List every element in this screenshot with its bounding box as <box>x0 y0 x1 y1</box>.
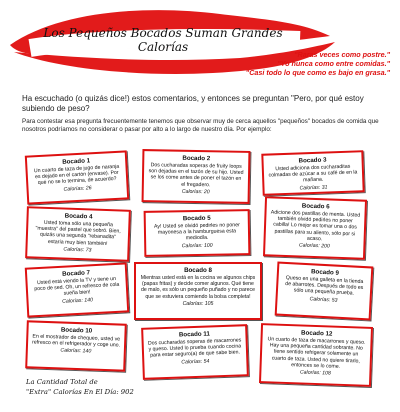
card-calories: Calorías: 108 <box>299 369 331 377</box>
total-line-1: La Cantidad Total de <box>26 378 98 386</box>
card-body: Un cuarto de taza de jugo de naranja es dejado en el cartón (envase). Por qué no se lo termina, de acuerdo? <box>33 163 120 187</box>
card-body: Ay! Usted se olvidó pedirles no poner mayonesa a la hamburguesa esta mediodía. <box>153 222 240 242</box>
quote-1: "Raras veces como postre." <box>294 50 390 59</box>
total-line-2: "Extra" Calorías En El Día: 902 <box>26 388 134 396</box>
card-title: Bocado 2 <box>182 154 211 163</box>
card-body: Usted toma sólo una pequeña "muestra" del pastel que sobró. Bien, quizás una segunda "rebanadita" estaría muy bien también! <box>35 219 121 247</box>
bocado-card-9 <box>275 262 374 321</box>
card-calories: Calorías: 140 <box>60 347 92 355</box>
card-title: Bocado 11 <box>178 330 210 339</box>
card-body: Un cuarto de taza de macarrones y queso. Hay una pequeña cantidad sobrante. No tiene sentido refrigerar solamente un cuarto de taza. Usted no quiere tirarlo, entonces se lo come. <box>267 336 366 370</box>
card-body: Dos cucharadas soperas de fruity loops son dejadas en el tazón de su hijo. Usted se los come antes de poner el tazón en el fregadero. <box>148 162 244 188</box>
total-calories <box>26 377 134 397</box>
question-text: Ha escuchado (o quizás dice!) estos comentarios, y entonces se preguntan "Pero, por qué estoy subiendo de peso? <box>22 94 364 113</box>
bocado-card-11 <box>141 324 249 380</box>
page-title: Los Pequeños Bocados Suman Grandes Calorías <box>43 26 283 54</box>
card-calories: Calorías: 73 <box>63 246 92 254</box>
header <box>0 0 400 90</box>
card-calories: Calorías: 140 <box>61 296 94 305</box>
bocado-card-6 <box>263 196 367 260</box>
bocado-card-3 <box>261 150 364 196</box>
card-body: Usted está viendo la TV y tiene un poco de sed. Oh, un refresco de cola sueña bien! <box>34 275 120 298</box>
card-title: Bocado 9 <box>310 268 340 277</box>
card-body: Queso en una galleta en la tienda de abarrotes. Después de todo es sólo una pequeña prueba. <box>285 274 364 297</box>
card-calories: Calorías: 100 <box>181 242 213 249</box>
bocado-card-12 <box>259 323 373 387</box>
card-calories: Calorías: 20 <box>181 188 210 196</box>
bocado-card-8 <box>134 262 262 320</box>
card-calories: Calorías: 105 <box>182 300 214 307</box>
card-title: Bocado 12 <box>300 329 333 338</box>
card-title: Bocado 6 <box>301 202 330 211</box>
card-body: Mientras usted está en la cocina ve algunos chips (papas fritas) y decide comer algunos. Qué tiene de malo, es sólo un pequeño puñado y no parece que se estuviera comiendo la bolsa completa! <box>140 275 256 300</box>
card-calories: Calorías: 53 <box>309 295 338 304</box>
card-calories: Calorías: 54 <box>181 358 210 366</box>
card-calories: Calorías: 26 <box>63 184 92 193</box>
bocado-card-7 <box>25 262 129 317</box>
card-title: Bocado 4 <box>64 212 93 221</box>
quotes-block <box>200 50 390 77</box>
card-title: Bocado 5 <box>182 214 211 223</box>
card-title: Bocado 3 <box>298 156 327 165</box>
card-calories: Calorías: 31 <box>299 184 328 192</box>
card-calories: Calorías: 200 <box>298 242 330 250</box>
card-body: Usted adiciona dos cucharaditas colmadas de azúcar a su café de en la mañana. <box>268 163 358 184</box>
bocado-card-2 <box>142 149 251 204</box>
bocado-card-5 <box>144 209 251 257</box>
card-body: Dos cucharadas soperas de macarrones y queso. Usted lo prueba cuando cocina para estar seguro(a) de que sabe bien. <box>147 337 242 359</box>
card-title: Bocado 8 <box>184 267 212 274</box>
bocado-card-1 <box>25 150 129 204</box>
intro-text: Para contestar esa pregunta frecuentemente tenemos que observar muy de cerca aquellos "pequeños" bocados de comida que nosotros podríamos no considerar o pasar por alto a lo largo de nuestro día. Por ejemplo: <box>22 118 379 133</box>
bocado-card-4 <box>25 206 131 262</box>
card-body: Adicione dos pastillas de menta. Usted también olvidó pedirles no poner cabilla! Lo mejor es tomar una o dos pastillas para su aliento, sólo por si acaso. <box>270 209 361 243</box>
quote-3: "Casi todo lo que como es bajo en grasa." <box>245 68 390 77</box>
card-title: Bocado 10 <box>60 326 93 335</box>
quote-2: "Yo nunca como entre comidas." <box>277 59 390 68</box>
card-body: En el mostrador de chequeo, usted ve refresco en el refrigerador y coge uno. <box>32 333 121 349</box>
card-title: Bocado 7 <box>62 269 91 278</box>
bocado-card-10 <box>25 320 127 371</box>
card-title: Bocado 1 <box>62 157 91 166</box>
